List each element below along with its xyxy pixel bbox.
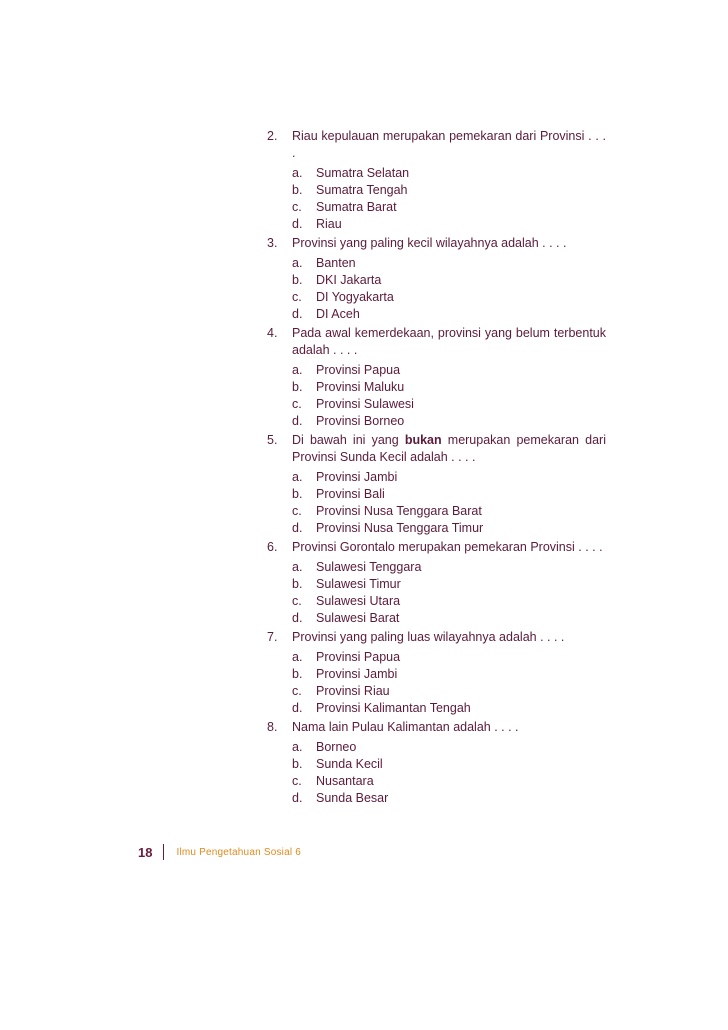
option-letter: d. — [292, 521, 303, 535]
question-row — [267, 235, 606, 252]
question-text — [292, 432, 606, 466]
option-item — [292, 379, 606, 396]
option-text: Sunda Besar — [316, 791, 389, 805]
option-item — [292, 559, 606, 576]
option-letter: a. — [292, 650, 303, 664]
option-letter: a. — [292, 740, 303, 754]
question-number: 7. — [267, 630, 278, 644]
option-text: Provinsi Papua — [316, 363, 401, 377]
option-text: Banten — [316, 256, 356, 270]
option-text: Sumatra Barat — [316, 200, 397, 214]
option-letter: b. — [292, 487, 303, 501]
question-text: Provinsi Gorontalo merupakan pemekaran Provinsi . . . . — [292, 540, 603, 554]
option-text: DKI Jakarta — [316, 273, 382, 287]
option-letter: b. — [292, 577, 303, 591]
option-item — [292, 576, 606, 593]
option-letter: c. — [292, 290, 302, 304]
question-number: 8. — [267, 720, 278, 734]
option-letter: c. — [292, 774, 302, 788]
option-letter: d. — [292, 217, 303, 231]
option-item — [292, 216, 606, 233]
option-item — [292, 413, 606, 430]
option-item — [292, 182, 606, 199]
question-7 — [267, 629, 606, 717]
option-text: Sulawesi Utara — [316, 594, 401, 608]
option-list — [292, 739, 606, 807]
question-4 — [267, 325, 606, 430]
option-list — [292, 469, 606, 537]
option-letter: a. — [292, 166, 303, 180]
option-item — [292, 503, 606, 520]
question-text-before: Di bawah ini yang — [292, 433, 405, 447]
question-row — [267, 325, 606, 359]
option-letter: c. — [292, 200, 302, 214]
question-row — [267, 629, 606, 646]
option-item — [292, 165, 606, 182]
option-text: Provinsi Jambi — [316, 667, 398, 681]
option-item — [292, 362, 606, 379]
question-3 — [267, 235, 606, 323]
option-letter: d. — [292, 307, 303, 321]
question-list — [267, 128, 606, 809]
option-letter: a. — [292, 363, 303, 377]
question-row — [267, 719, 606, 736]
option-text: DI Aceh — [316, 307, 360, 321]
question-text: Pada awal kemerdekaan, provinsi yang belum terbentuk adalah . . . . — [292, 326, 606, 357]
question-number: 4. — [267, 326, 278, 340]
question-text: Riau kepulauan merupakan pemekaran dari Provinsi . . . . — [292, 129, 606, 160]
emphasis-text: bukan — [404, 433, 442, 447]
option-item — [292, 773, 606, 790]
option-letter: a. — [292, 256, 303, 270]
option-item — [292, 396, 606, 413]
option-letter: d. — [292, 701, 303, 715]
option-text: Provinsi Papua — [316, 650, 401, 664]
question-number: 2. — [267, 129, 278, 143]
option-text: Sumatra Selatan — [316, 166, 410, 180]
question-2 — [267, 128, 606, 233]
option-letter: a. — [292, 470, 303, 484]
option-letter: a. — [292, 560, 303, 574]
option-item — [292, 790, 606, 807]
option-letter: c. — [292, 397, 302, 411]
option-text: Provinsi Riau — [316, 684, 390, 698]
question-text: Provinsi yang paling luas wilayahnya adalah . . . . — [292, 630, 565, 644]
option-list — [292, 165, 606, 233]
option-list — [292, 362, 606, 430]
page-footer — [138, 843, 301, 861]
option-item — [292, 306, 606, 323]
question-number: 6. — [267, 540, 278, 554]
question-text-after: merupakan pemekaran dari Provinsi Sunda Kecil adalah . . . . — [292, 433, 606, 464]
option-text: Sulawesi Barat — [316, 611, 400, 625]
option-item — [292, 739, 606, 756]
option-text: Sunda Kecil — [316, 757, 383, 771]
question-row — [267, 539, 606, 556]
option-item — [292, 289, 606, 306]
option-item — [292, 610, 606, 627]
page-number: 18 — [138, 844, 153, 860]
option-item — [292, 199, 606, 216]
option-letter: c. — [292, 684, 302, 698]
question-text: Nama lain Pulau Kalimantan adalah . . . . — [292, 720, 519, 734]
option-item — [292, 666, 606, 683]
question-row — [267, 128, 606, 162]
option-text: Provinsi Nusa Tenggara Barat — [316, 504, 482, 518]
option-item — [292, 255, 606, 272]
option-text: Provinsi Nusa Tenggara Timur — [316, 521, 484, 535]
option-text: Provinsi Bali — [316, 487, 385, 501]
book-title: Ilmu Pengetahuan Sosial 6 — [176, 846, 301, 858]
footer-divider — [163, 844, 164, 860]
option-letter: b. — [292, 183, 303, 197]
question-text: Provinsi yang paling kecil wilayahnya adalah . . . . — [292, 236, 567, 250]
option-letter: b. — [292, 667, 303, 681]
question-5 — [267, 432, 606, 537]
option-letter: b. — [292, 380, 303, 394]
question-number: 3. — [267, 236, 278, 250]
option-list — [292, 649, 606, 717]
option-item — [292, 486, 606, 503]
option-item — [292, 593, 606, 610]
option-text: Riau — [316, 217, 342, 231]
option-item — [292, 520, 606, 537]
question-6 — [267, 539, 606, 627]
option-letter: b. — [292, 273, 303, 287]
option-list — [292, 559, 606, 627]
option-item — [292, 700, 606, 717]
option-item — [292, 683, 606, 700]
option-item — [292, 272, 606, 289]
option-list — [292, 255, 606, 323]
option-text: Provinsi Jambi — [316, 470, 398, 484]
option-text: Borneo — [316, 740, 357, 754]
option-text: DI Yogyakarta — [316, 290, 394, 304]
option-text: Sulawesi Tenggara — [316, 560, 422, 574]
option-text: Nusantara — [316, 774, 374, 788]
option-letter: d. — [292, 791, 303, 805]
option-text: Provinsi Borneo — [316, 414, 405, 428]
option-item — [292, 649, 606, 666]
option-letter: d. — [292, 611, 303, 625]
option-text: Sulawesi Timur — [316, 577, 401, 591]
question-8 — [267, 719, 606, 807]
option-item — [292, 756, 606, 773]
option-letter: b. — [292, 757, 303, 771]
option-text: Provinsi Maluku — [316, 380, 405, 394]
option-item — [292, 469, 606, 486]
option-text: Provinsi Sulawesi — [316, 397, 414, 411]
option-letter: c. — [292, 504, 302, 518]
option-text: Sumatra Tengah — [316, 183, 408, 197]
option-letter: c. — [292, 594, 302, 608]
question-number: 5. — [267, 433, 278, 447]
question-row — [267, 432, 606, 466]
option-letter: d. — [292, 414, 303, 428]
option-text: Provinsi Kalimantan Tengah — [316, 701, 471, 715]
